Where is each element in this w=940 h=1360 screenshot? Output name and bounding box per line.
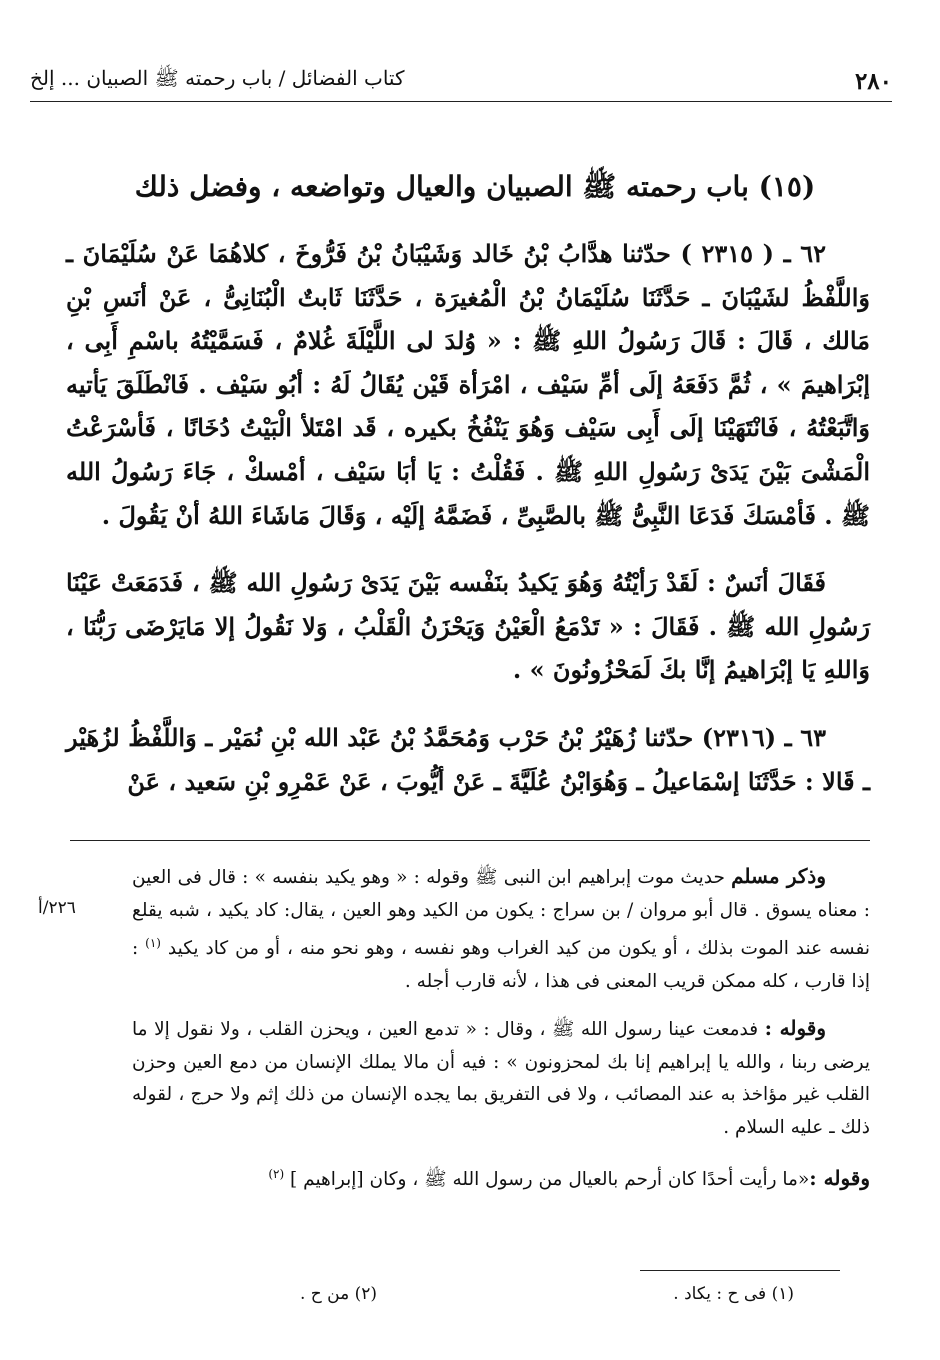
footnote-1: (١) فى ح : يكاد . [673,1284,794,1304]
footnote-ref: (٢) [268,1167,285,1182]
margin-folio-reference: ٢٢٦/أ [38,898,76,918]
commentary-text: حديث موت إبراهيم ابن النبى ﷺ وقوله : « وهو يكيد بنفسه » : قال فى العين : معناه يسوق . قال أبو مروان / بن سراج : يكون من الكيد وهو العين ، يقال: كاد يكيد ، شبه يقلع نفسه عند الموت بذلك ، أو يكون من كيد الغراب وهو نفسه ، وهو نحو منه ، أو من كاد يكيد [132,867,870,960]
anas-paragraph [66,561,870,692]
running-header [30,62,892,102]
footnote-2: (٢) من ح . [300,1284,378,1304]
running-title: كتاب الفضائل / باب رحمته ﷺ الصبيان ... إلخ [30,66,405,90]
commentary-text: : إذا قارب ، كله ممكن قريب المعنى فى هذا ، لأنه قارب أجله . [132,938,870,992]
commentary-paragraph [132,1158,870,1197]
hadith-63 [66,716,870,803]
hadith-62-text: ٦٢ ـ ( ٢٣١٥ ) حدّثنا هدَّابُ بْنُ خَالد وَشَيْبَانُ بْنُ فَرُّوخَ ، كلاهُمَا عَنْ سُلَيْمَانَ ـ وَاللَّفْظُ لشَيْبَانَ ـ حَدَّثَنَا سُلَيْمَانُ بْنُ الْمُغيرَة ، حَدَّثَنَا ثَابتٌ الْبُنَانِىُّ ، عَنْ أنَسِ بْنِ مَالك ، قَالَ : قَالَ رَسُولُ اللهِ ﷺ : « وُلدَ لى اللَّيْلَةَ غُلامٌ ، فَسَمَّيْتُهُ باسْمِ أَبِى ، إبْرَاهيمَ » ، ثُمَّ دَفَعَهُ إلَى أمِّ سَيْف ، امْرَأة قَيْن يُقَالُ لَهُ : أبُو سَيْف . فَانْطَلَقَ يَأتيه وَاتَّبَعْتُهُ ، فَانْتَهَيْنَا إلَى أَبِى سَيْف وَهُوَ يَنْفُخُ بكيره ، قَد امْتَلأ الْبَيْتُ دُخَانًا ، فَأسْرَعْتُ الْمَشْىَ بَيْنَ يَدَىْ رَسُولِ اللهِ ﷺ . فَقُلْتُ : يَا أبَا سَيْف ، أمْسكْ ، جَاءَ رَسُولُ الله ﷺ . فَأمْسَكَ فَدَعَا النَّبِىُّ ﷺ بالصَّبِىِّ ، فَضَمَّهُ إلَيْه ، وَقَالَ مَاشَاءَ اللهُ أنْ يَقُولَ . [66,239,871,530]
chapter-title: (١٥) باب رحمته ﷺ الصبيان والعيال وتواضعه ، وفضل ذلك [134,170,816,203]
commentary-text: فدمعت عينا رسول الله ﷺ ، وقال : « تدمع العين ، ويحزن القلب ، ولا نقول إلا ما يرضى ربنا ، والله يا إبراهيم إنا بك لمحزونون » : فيه أن مالا يملك الإنسان من دمع العين وحزن القلب غير مؤاخذ به عند المصائب ، ولا فى التفريق بما يجده الإنسان من ذلك إثم ولا حرج ، لقوله ذلك ـ عليه السلام . [132,1019,870,1138]
footnotes [300,1284,794,1304]
footnote-ref: (١) [145,936,161,950]
commentary-text: «ما رأيت أحدًا كان أرحم بالعيال من رسول الله ﷺ ، وكان [إبراهيم ] [290,1169,810,1191]
commentary [132,860,870,1197]
commentary-paragraph [132,1012,870,1144]
footnote-divider [640,1270,840,1271]
commentary-keyword: وقوله : [764,1016,826,1041]
page-number: ٢٨٠ [854,68,892,95]
commentary-keyword: وذكر مسلم [731,864,826,888]
hadith-text [66,232,870,803]
commentary-divider [70,840,870,841]
commentary-paragraph [132,860,870,998]
hadith-63-text: ٦٣ ـ (٢٣١٦) حدّثنا زُهَيْرُ بْنُ حَرْب وَمُحَمَّدُ بْنُ عَبْد الله بْنِ نُمَيْر ـ وَاللَّفْظُ لزُهَيْر ـ قَالا : حَدَّثَنَا إسْمَاعيلُ ـ وَهُوَابْنُ عُلَيَّةَ ـ عَنْ أيُّوبَ ، عَنْ عَمْرِو بْنِ سَعيد ، عَنْ [66,722,870,796]
hadith-62 [66,232,870,537]
anas-paragraph-text: فَقَالَ أنَسٌ : لَقَدْ رَأيْتُهُ وَهُوَ يَكيدُ بنَفْسه بَيْنَ يَدَىْ رَسُولِ الله ﷺ ، فَدَمَعَتْ عَيْنَا رَسُولِ الله ﷺ . فَقَالَ : « تَدْمَعُ الْعَيْنُ وَيَحْزَنُ الْقَلْبُ ، وَلا نَقُولُ إلا مَايَرْضَى رَبُّنَا ، وَاللهِ يَا إبْرَاهيمُ إنَّا بكَ لَمَحْزُونُونَ » . [66,568,870,685]
commentary-keyword: وقوله : [809,1166,870,1191]
